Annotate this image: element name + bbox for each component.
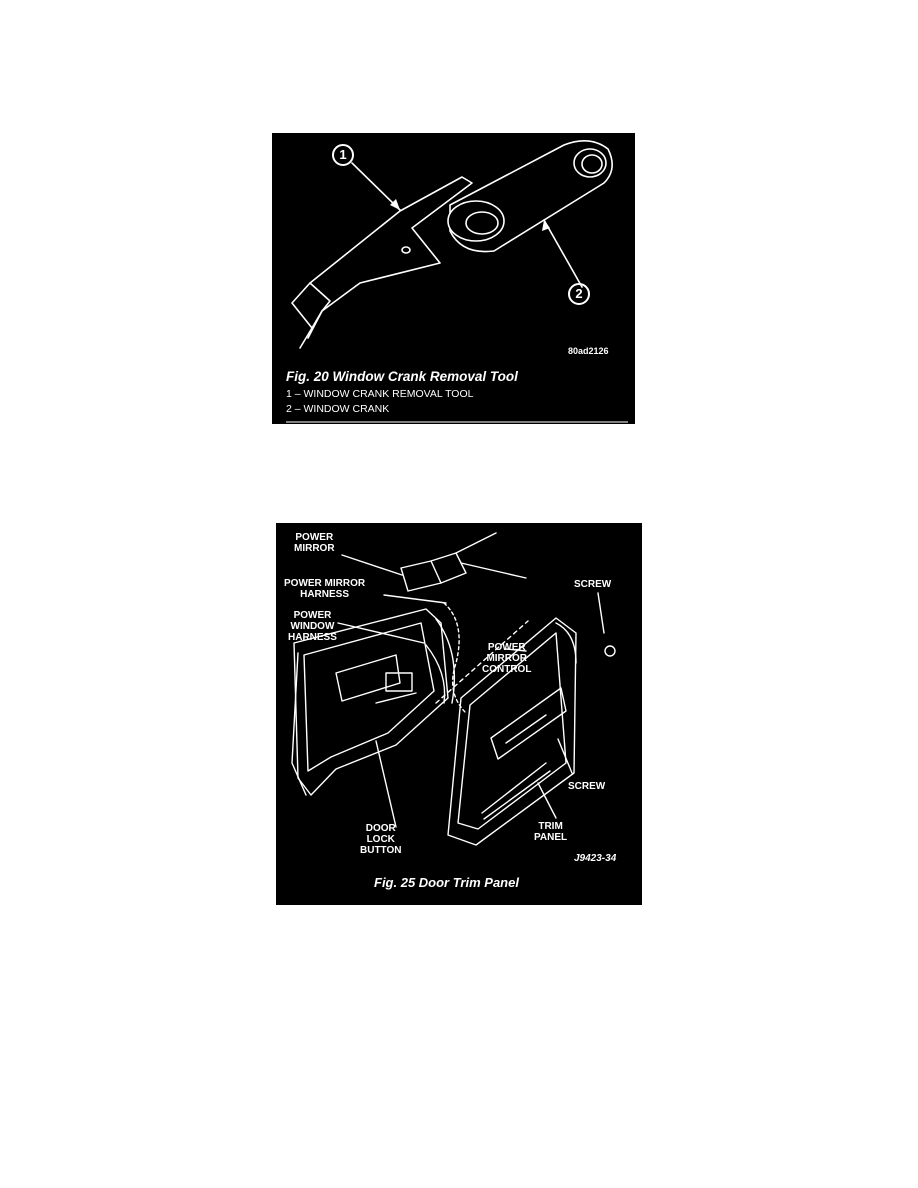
legend-item-2: 2 – WINDOW CRANK bbox=[286, 403, 390, 415]
label-screw-top: SCREW bbox=[574, 579, 612, 590]
figure-caption: Fig. 20 Window Crank Removal Tool bbox=[286, 369, 518, 384]
callout-2: 2 bbox=[568, 283, 590, 305]
callout-1: 1 bbox=[332, 144, 354, 166]
label-door-lock-button: DOOR LOCK BUTTON bbox=[360, 823, 402, 856]
figure-door-trim-panel bbox=[276, 523, 642, 905]
figure-code: 80ad2126 bbox=[568, 346, 609, 356]
label-power-mirror-control: POWER MIRROR CONTROL bbox=[482, 642, 532, 675]
label-power-mirror: POWER MIRROR bbox=[294, 532, 335, 554]
label-screw-right: SCREW bbox=[568, 781, 606, 792]
figure-caption: Fig. 25 Door Trim Panel bbox=[374, 875, 519, 890]
label-trim-panel: TRIM PANEL bbox=[534, 821, 568, 843]
label-power-mirror-harness: POWER MIRROR HARNESS bbox=[284, 578, 366, 600]
figure-window-crank-removal-tool bbox=[272, 133, 635, 424]
legend-item-1: 1 – WINDOW CRANK REMOVAL TOOL bbox=[286, 388, 474, 400]
label-power-window-harness: POWER WINDOW HARNESS bbox=[288, 610, 337, 643]
figure-code: J9423-34 bbox=[574, 853, 617, 864]
